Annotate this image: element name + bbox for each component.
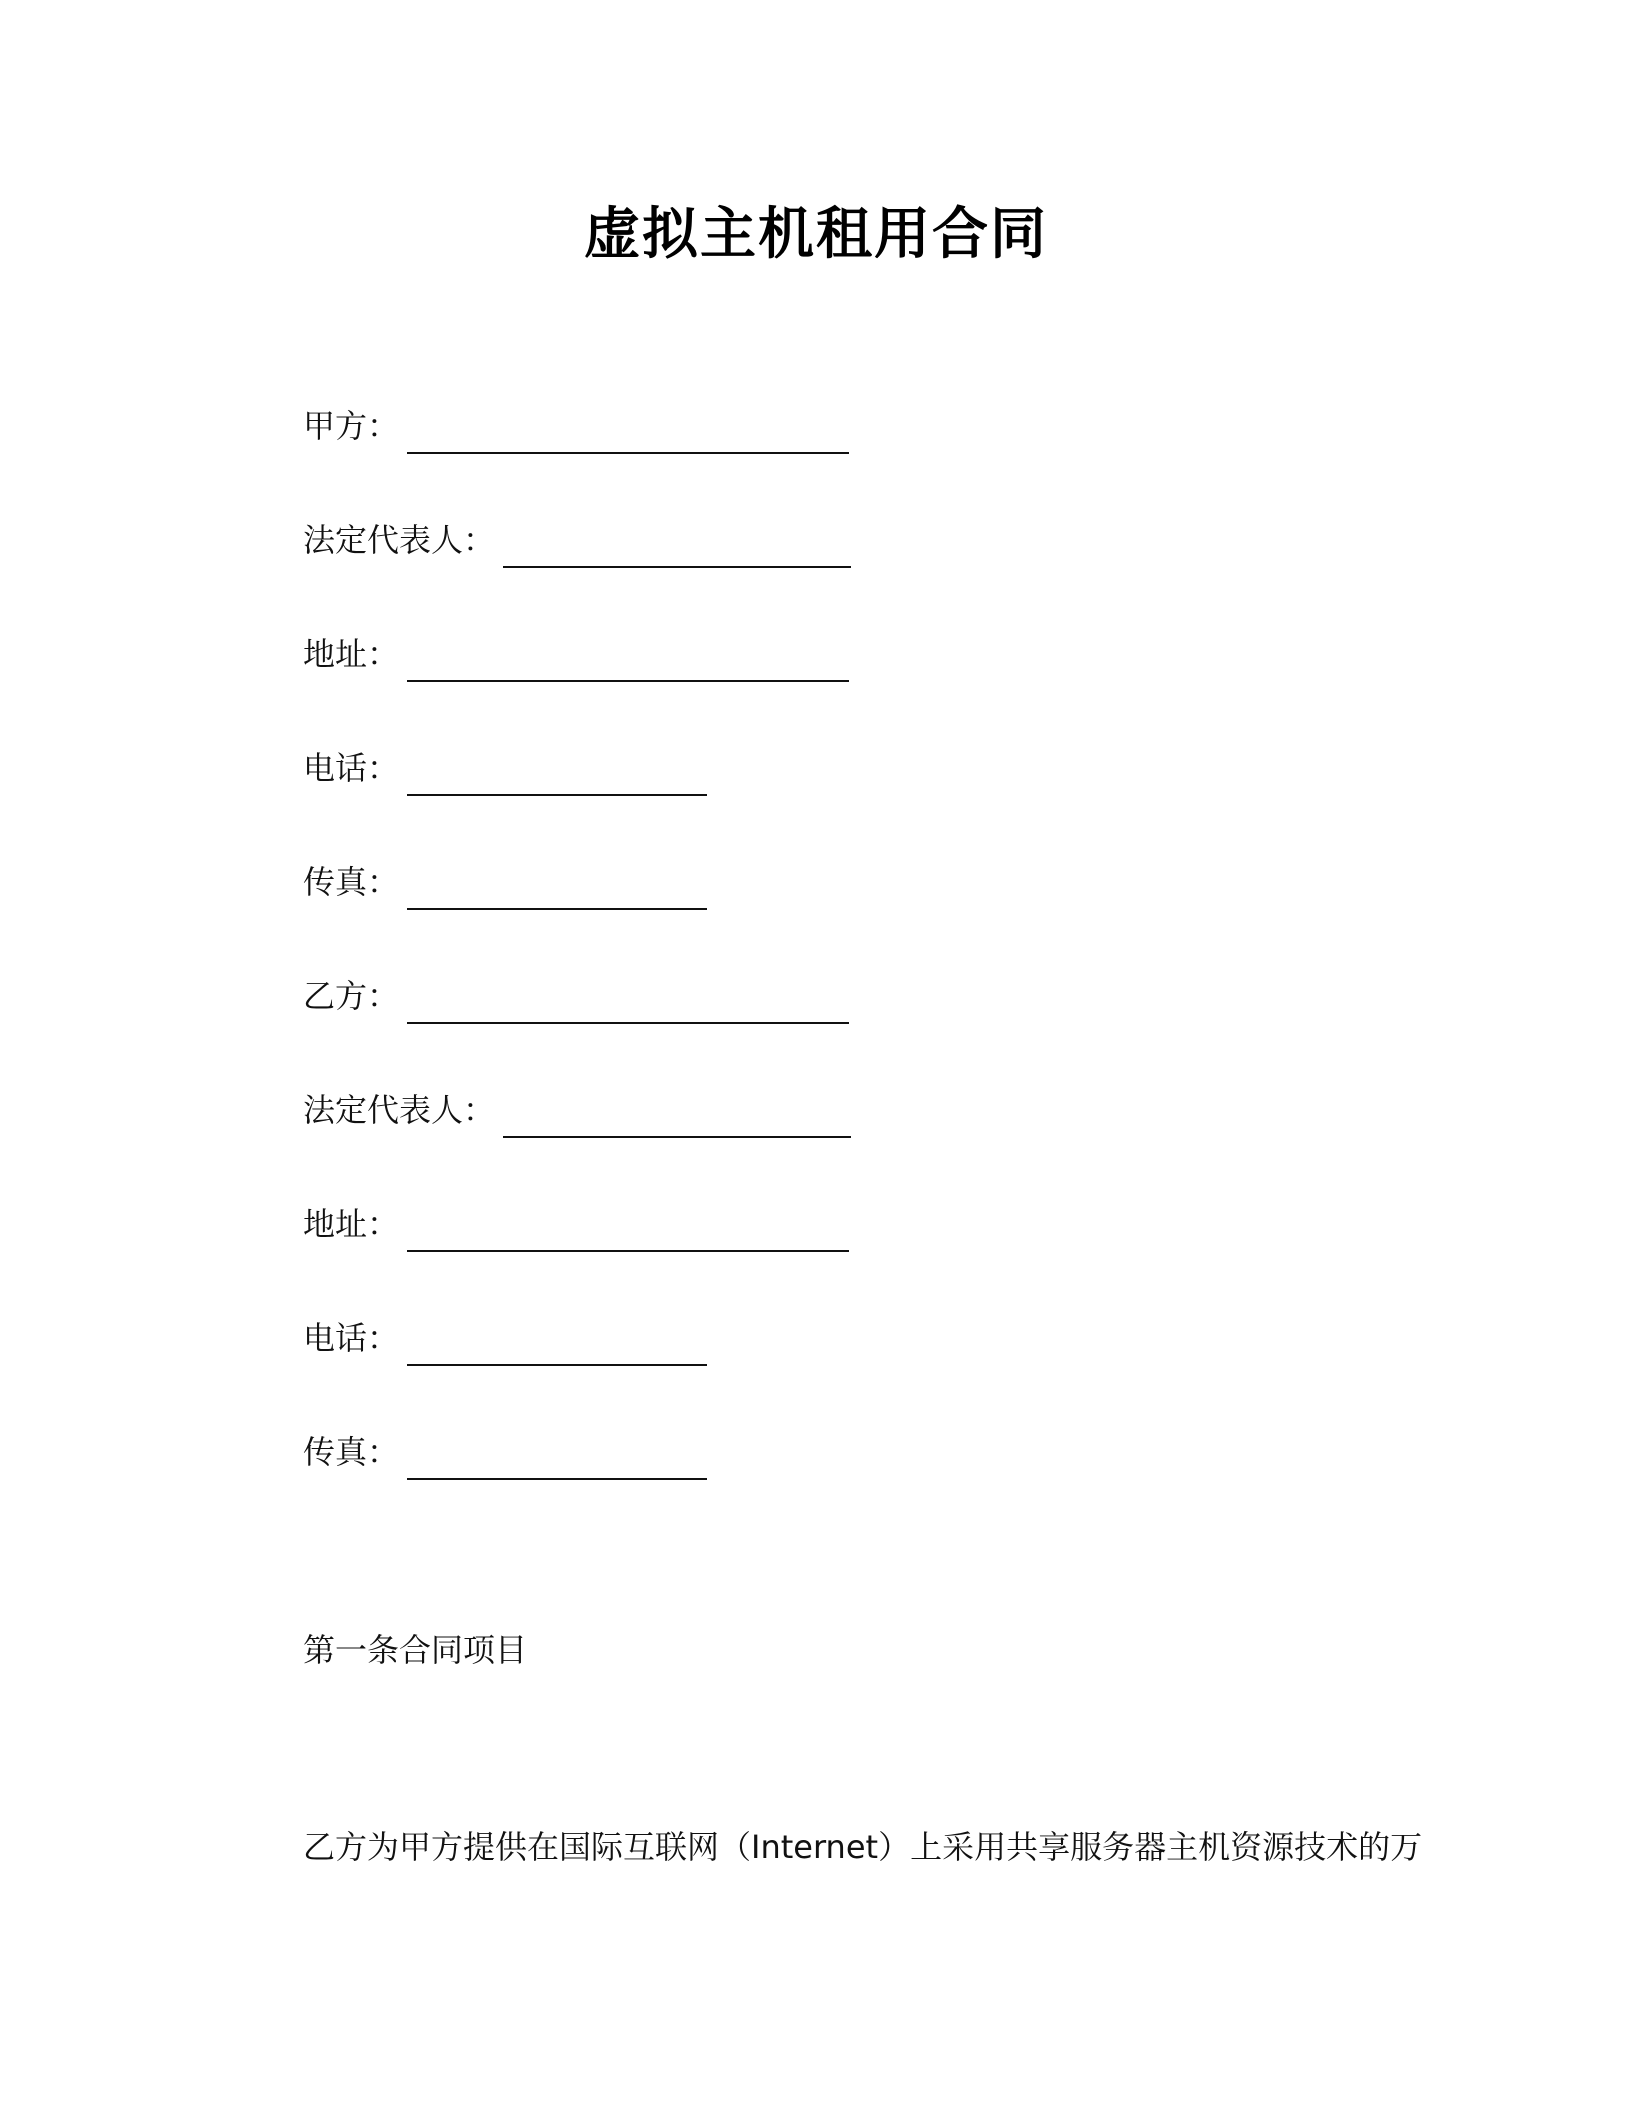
party-a-fax-blank [407,908,707,910]
party-b-rep-field [303,1080,851,1130]
party-b-rep-label: 法定代表人： [303,1091,496,1129]
party-a-rep-label: 法定代表人： [303,521,496,559]
party-b-address-field [303,1194,849,1244]
document-title: 虚拟主机租用合同 [584,202,1048,267]
party-a-address-label: 地址： [303,635,400,673]
party-b-name-label: 乙方： [303,977,400,1015]
party-b-name-field [303,966,849,1016]
party-a-name-field [303,396,849,446]
party-b-fax-label: 传真： [303,1433,400,1471]
party-a-fax-field [303,852,707,902]
party-a-address-field [303,624,849,674]
party-a-address-blank [407,680,849,682]
party-b-phone-label: 电话： [303,1319,400,1357]
party-b-fax-blank [407,1478,707,1480]
party-b-fax-field [303,1422,707,1472]
party-b-phone-field [303,1308,707,1358]
party-a-phone-blank [407,794,707,796]
party-a-name-blank [407,452,849,454]
party-a-rep-field [303,510,851,560]
party-b-address-blank [407,1250,849,1252]
section-heading: 第一条合同项目 [303,1631,528,1669]
party-a-name-label: 甲方： [303,407,400,445]
party-a-phone-field [303,738,707,788]
party-a-rep-blank [503,566,851,568]
party-a-fax-label: 传真： [303,863,400,901]
party-b-name-blank [407,1022,849,1024]
party-a-phone-label: 电话： [303,749,400,787]
party-b-phone-blank [407,1364,707,1366]
section-paragraph: 乙方为甲方提供在国际互联网（Internet）上采用共享服务器主机资源技术的万 [303,1828,1423,1866]
party-b-address-label: 地址： [303,1205,400,1243]
party-b-rep-blank [503,1136,851,1138]
